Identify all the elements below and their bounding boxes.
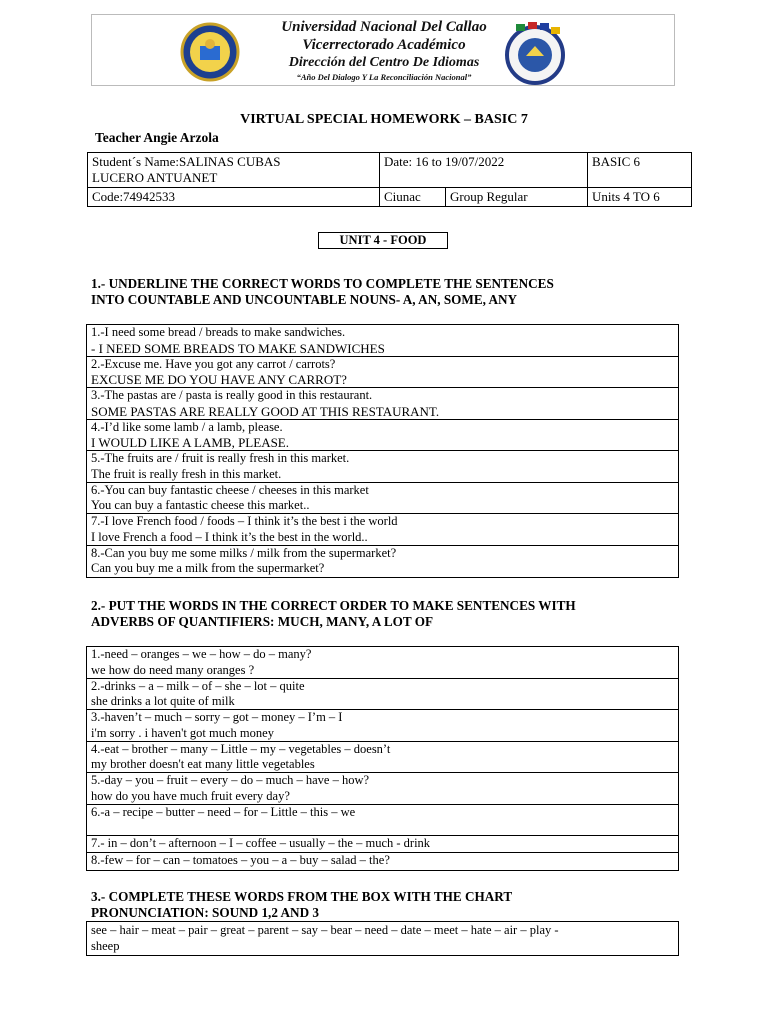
- list-item: 1.-I need some bread / breads to make sandwiches. - I NEED SOME BREADS TO MAKE SANDWICHES: [87, 325, 678, 357]
- date-cell: Date: 16 to 19/07/2022: [380, 153, 588, 188]
- section-3-heading: 3.- COMPLETE THESE WORDS FROM THE BOX WITH THE CHART PRONUNCIATION: SOUND 1,2 AND 3: [91, 889, 513, 920]
- unit-title: UNIT 4 - FOOD: [318, 232, 448, 249]
- units-cell: Units 4 TO 6: [588, 188, 692, 207]
- list-item: 5.-day – you – fruit – every – do – much – have – how? how do you have much fruit every day?: [87, 773, 678, 805]
- direccion: Dirección del Centro De Idiomas: [288, 55, 480, 70]
- student-name-cell: Student´s Name:SALINAS CUBAS LUCERO ANTUANET: [88, 153, 380, 188]
- list-item: 2.-drinks – a – milk – of – she – lot – quite she drinks a lot quite of milk: [87, 679, 678, 711]
- list-item: 6.-You can buy fantastic cheese / cheeses in this market You can buy a fantastic cheese this market..: [87, 483, 678, 515]
- center-cell: Ciunac: [380, 188, 446, 207]
- list-item: 8.-few – for – can – tomatoes – you – a – buy – salad – the?: [91, 853, 390, 867]
- list-item: 1.-need – oranges – we – how – do – many? we how do need many oranges ?: [87, 647, 678, 679]
- motto: “Año Del Dialogo Y La Reconciliación Nacional”: [296, 72, 472, 82]
- word-box: see – hair – meat – pair – great – parent – say – bear – need – date – meet – hate – air – play - sheep: [86, 921, 679, 956]
- list-item: 8.-Can you buy me some milks / milk from the supermarket? Can you buy me a milk from the supermarket?: [91, 545, 397, 575]
- list-item: 5.-The fruits are / fruit is really fresh in this market. The fruit is really fresh in this market.: [87, 451, 678, 483]
- vicerrectorado: Vicerrectorado Académico: [302, 37, 466, 53]
- list-item: 4.-I’d like some lamb / a lamb, please. I WOULD LIKE A LAMB, PLEASE.: [87, 420, 678, 452]
- section-2-list: [86, 646, 679, 871]
- section-2-heading: 2.- PUT THE WORDS IN THE CORRECT ORDER TO MAKE SENTENCES WITH ADVERBS OF QUANTIFIERS: MUCH, MANY, A LOT OF: [91, 598, 576, 629]
- list-item: 2.-Excuse me. Have you got any carrot / carrots? EXCUSE ME DO YOU HAVE ANY CARROT?: [87, 357, 678, 389]
- list-item: 7.-I love French food / foods – I think it’s the best i the world I love French a food – I think it’s the best in the world..: [87, 514, 678, 546]
- section-1-list: [86, 324, 679, 578]
- teacher-name: Teacher Angie Arzola: [95, 130, 219, 145]
- level-cell: BASIC 6: [588, 153, 692, 188]
- list-item: 7.- in – don’t – afternoon – I – coffee – usually – the – much - drink: [87, 836, 678, 853]
- section-1-heading: 1.- UNDERLINE THE CORRECT WORDS TO COMPLETE THE SENTENCES INTO COUNTABLE AND UNCOUNTABLE NOUNS- A, AN, SOME, ANY: [91, 276, 554, 307]
- group-cell: Group Regular: [446, 188, 588, 207]
- list-item: 3.-The pastas are / pasta is really good in this restaurant. SOME PASTAS ARE REALLY GOOD AT THIS RESTAURANT.: [87, 388, 678, 420]
- university-name: Universidad Nacional Del Callao: [281, 19, 487, 35]
- list-item: 4.-eat – brother – many – Little – my – vegetables – doesn’t my brother doesn't eat many little vegetables: [87, 742, 678, 774]
- list-item: 3.-haven’t – much – sorry – got – money – I’m – I i'm sorry . i haven't got much money: [87, 710, 678, 742]
- document-title: VIRTUAL SPECIAL HOMEWORK – BASIC 7: [240, 112, 528, 127]
- student-info-table: [87, 152, 692, 207]
- list-item: 6.-a – recipe – butter – need – for – Little – this – we: [87, 805, 678, 837]
- code-cell: Code:74942533: [88, 188, 380, 207]
